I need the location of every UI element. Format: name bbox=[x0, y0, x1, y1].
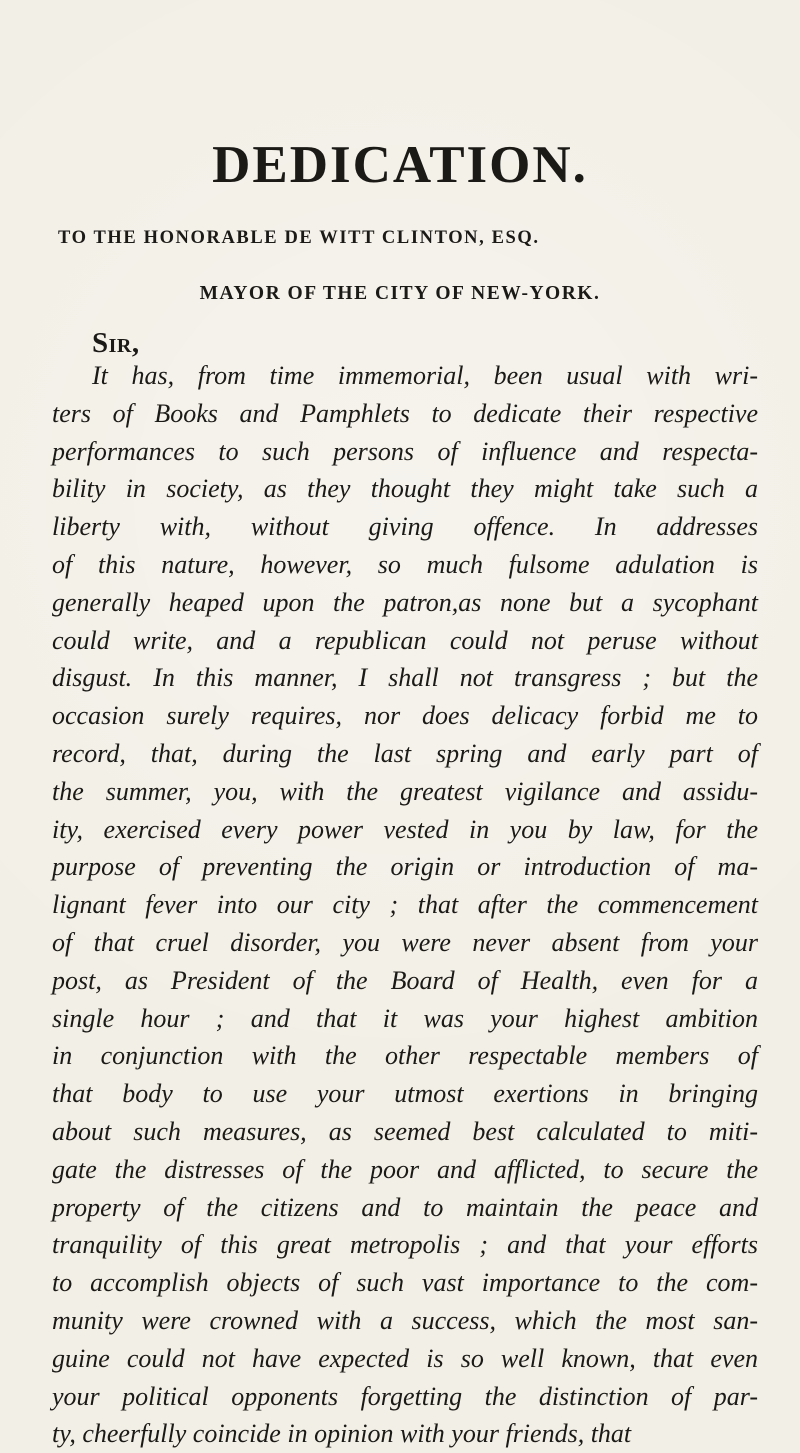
salutation: Sir, bbox=[92, 327, 140, 359]
text-line: that body to use your utmost exertions in bringing bbox=[52, 1079, 758, 1109]
text-line: generally heaped upon the patron,as none but a sycophant bbox=[52, 587, 758, 617]
text-line: could write, and a republican could not peruse without bbox=[52, 625, 758, 655]
text-line: ity, exercised every power vested in you by law, for the bbox=[52, 814, 758, 844]
text-line: performances to such persons of influence and respecta- bbox=[52, 436, 758, 466]
text-line: the summer, you, with the greatest vigilance and assidu- bbox=[52, 776, 758, 806]
text-line: lignant fever into our city ; that after the commencement bbox=[52, 890, 758, 920]
text-line: record, that, during the last spring and early part of bbox=[52, 738, 758, 768]
text-line: bility in society, as they thought they might take such a bbox=[52, 474, 758, 504]
text-line: It has, from time immemorial, been usual with wri- bbox=[92, 361, 758, 390]
dedication-addressee: TO THE HONORABLE DE WITT CLINTON, ESQ. bbox=[58, 228, 540, 248]
text-line: liberty with, without giving offence. In addresses bbox=[52, 512, 758, 542]
text-line: guine could not have expected is so well known, that even bbox=[52, 1343, 758, 1373]
text-line: about such measures, as seemed best calculated to miti- bbox=[52, 1116, 758, 1146]
text-line: of that cruel disorder, you were never absent from your bbox=[52, 927, 758, 957]
text-line: single hour ; and that it was your highest ambition bbox=[52, 1003, 758, 1033]
text-line: disgust. In this manner, I shall not transgress ; but the bbox=[52, 663, 758, 693]
text-line: purpose of preventing the origin or introduction of ma- bbox=[52, 852, 758, 882]
text-line: munity were crowned with a success, which the most san- bbox=[52, 1305, 758, 1335]
text-line: occasion surely requires, nor does delicacy forbid me to bbox=[52, 701, 758, 731]
addressee-title: MAYOR OF THE CITY OF NEW-YORK. bbox=[199, 283, 601, 304]
text-line: post, as President of the Board of Health, even for a bbox=[52, 965, 758, 995]
text-line: tranquility of this great metropolis ; and that your efforts bbox=[52, 1230, 758, 1260]
text-line: to accomplish objects of such vast importance to the com- bbox=[52, 1268, 758, 1298]
dedication-text bbox=[52, 357, 758, 1453]
text-line: of this nature, however, so much fulsome adulation is bbox=[52, 549, 758, 579]
text-line: ters of Books and Pamphlets to dedicate their respective bbox=[52, 398, 758, 428]
page-title: DEDICATION. bbox=[212, 136, 588, 194]
text-line: property of the citizens and to maintain the peace and bbox=[52, 1192, 758, 1222]
text-line: gate the distresses of the poor and afflicted, to secure the bbox=[52, 1154, 758, 1184]
text-line: in conjunction with the other respectable members of bbox=[52, 1041, 758, 1071]
text-line: ty, cheerfully coincide in opinion with your friends, that bbox=[52, 1419, 632, 1449]
text-line: your political opponents forgetting the distinction of par- bbox=[52, 1381, 758, 1411]
